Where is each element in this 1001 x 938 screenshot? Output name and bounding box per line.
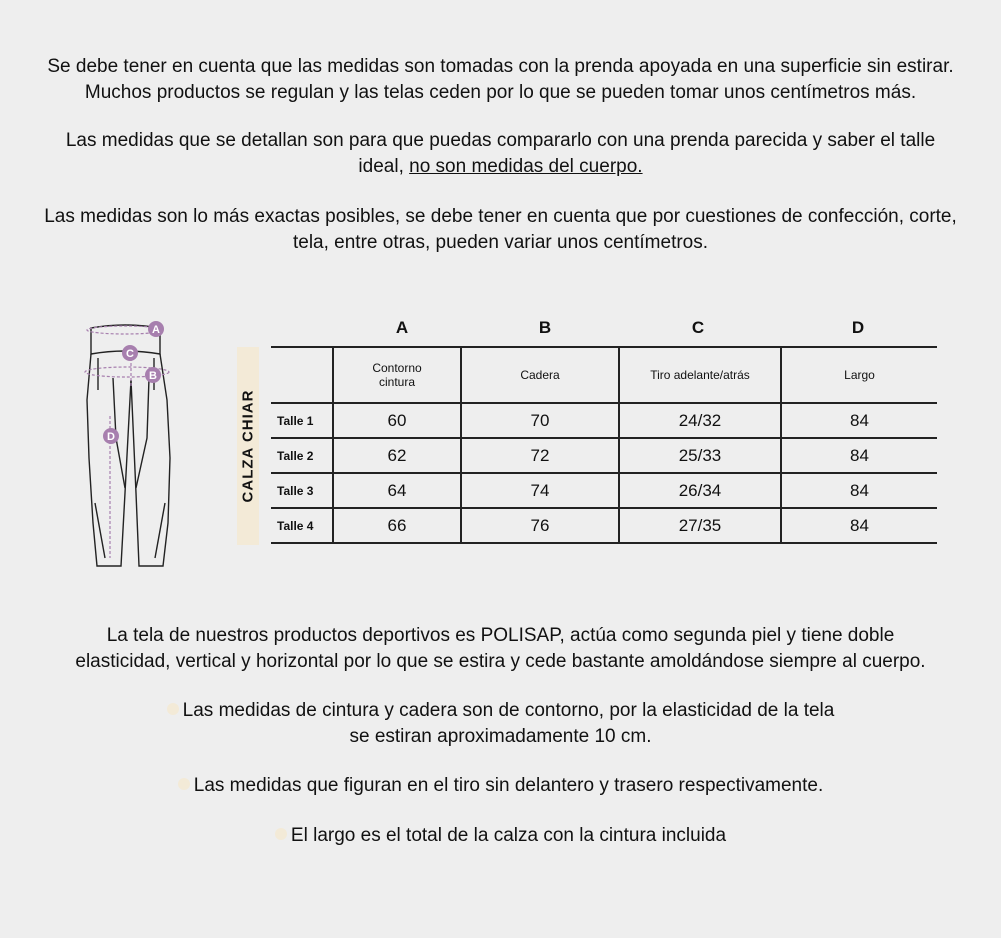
column-letter-b: B	[538, 318, 552, 337]
table-row	[271, 473, 937, 508]
table-cell: 27/35	[619, 508, 781, 543]
bullet-dot-icon	[178, 778, 190, 790]
header-cadera: Cadera	[461, 347, 619, 403]
table-cell: 74	[461, 473, 619, 508]
note-bullet-2	[0, 773, 1001, 799]
bullet-dot-icon	[167, 703, 179, 715]
column-letter-a: A	[395, 318, 409, 337]
svg-text:A: A	[152, 324, 160, 336]
note-bullet-1	[0, 698, 1001, 750]
intro-line: Las medidas que se detallan son para que puedas compararlo con una prenda parecida y saber el talle	[65, 130, 936, 151]
intro-paragraph-1	[0, 54, 1001, 106]
leggings-diagram	[80, 318, 190, 574]
svg-text:B: B	[149, 370, 157, 382]
fabric-line: La tela de nuestros productos deportivos es POLISAP, actúa como segunda piel y tiene doble	[106, 625, 895, 646]
table-cell: 24/32	[619, 403, 781, 438]
row-label: Talle 1	[271, 403, 333, 438]
table-cell: 64	[333, 473, 461, 508]
intro-line: Muchos productos se regulan y las telas ceden por lo que se pueden tomar unos centímetros más.	[84, 82, 917, 103]
fabric-paragraph	[0, 623, 1001, 675]
table-row	[271, 403, 937, 438]
bullet-line: Las medidas de cintura y cadera son de contorno, por la elasticidad de la tela	[0, 698, 1001, 724]
column-letter-d: D	[851, 318, 865, 337]
table-cell: 26/34	[619, 473, 781, 508]
product-name-label	[237, 347, 259, 545]
row-label: Talle 2	[271, 438, 333, 473]
table-cell: 66	[333, 508, 461, 543]
bullet-dot-icon	[275, 828, 287, 840]
empty-header-cell	[271, 347, 333, 403]
intro-line: Las medidas son lo más exactas posibles, se debe tener en cuenta que por cuestiones de confección, corte,	[44, 206, 957, 227]
bullet-line: se estiran aproximadamente 10 cm.	[349, 726, 652, 747]
table-cell: 84	[781, 508, 937, 543]
svg-text:C: C	[126, 348, 134, 360]
table-cell: 84	[781, 473, 937, 508]
table-cell: 84	[781, 403, 937, 438]
bullet-line: Las medidas que figuran en el tiro sin delantero y trasero respectivamente.	[0, 773, 1001, 799]
table-cell: 60	[333, 403, 461, 438]
size-table	[271, 346, 937, 544]
measure-marker-a	[148, 321, 164, 337]
svg-text:D: D	[107, 431, 115, 443]
underlined-disclaimer: no son medidas del cuerpo.	[409, 156, 643, 177]
intro-text: ideal,	[358, 156, 410, 177]
header-tiro: Tiro adelante/atrás	[619, 347, 781, 403]
intro-line: Se debe tener en cuenta que las medidas son tomadas con la prenda apoyada en una superficie sin estirar.	[47, 56, 954, 77]
fabric-line: elasticidad, vertical y horizontal por lo que se estira y cede bastante amoldándose siempre al cuerpo.	[75, 651, 926, 672]
table-cell: 62	[333, 438, 461, 473]
intro-line	[0, 154, 1001, 180]
note-bullet-3	[0, 823, 1001, 849]
intro-line: tela, entre otras, pueden variar unos centímetros.	[292, 232, 709, 253]
table-cell: 76	[461, 508, 619, 543]
table-cell: 25/33	[619, 438, 781, 473]
row-label: Talle 4	[271, 508, 333, 543]
column-letter-c: C	[691, 318, 705, 337]
header-contorno-cintura: Contorno cintura	[333, 347, 461, 403]
measure-marker-d	[103, 428, 119, 444]
table-cell: 72	[461, 438, 619, 473]
product-name: CALZA CHIAR	[239, 389, 257, 503]
bullet-line: El largo es el total de la calza con la cintura incluida	[0, 823, 1001, 849]
intro-paragraph-2	[0, 128, 1001, 180]
row-label: Talle 3	[271, 473, 333, 508]
header-largo: Largo	[781, 347, 937, 403]
table-header-row	[271, 347, 937, 403]
measure-marker-c	[122, 345, 138, 361]
table-row	[271, 508, 937, 543]
measure-marker-b	[145, 367, 161, 383]
intro-paragraph-3	[0, 204, 1001, 256]
table-row	[271, 438, 937, 473]
table-cell: 84	[781, 438, 937, 473]
table-cell: 70	[461, 403, 619, 438]
